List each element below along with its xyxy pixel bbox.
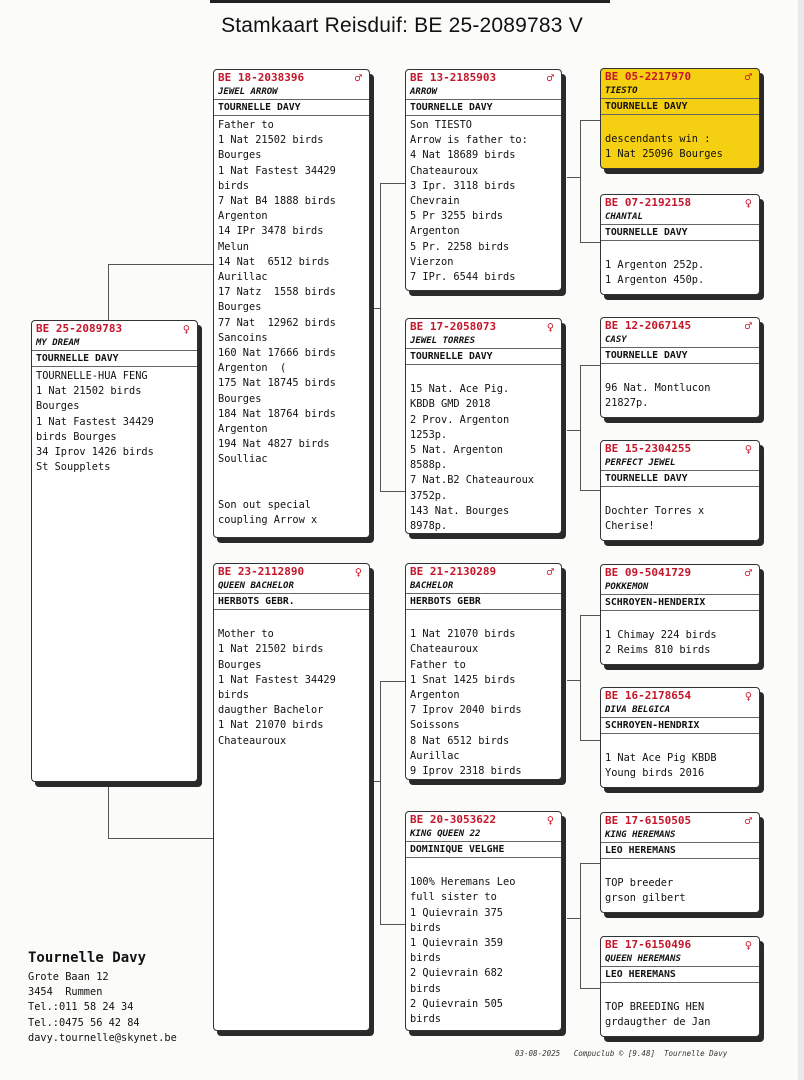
connector bbox=[108, 264, 214, 265]
connector bbox=[380, 681, 405, 682]
pigeon-name: DIVA BELGICA bbox=[601, 704, 759, 718]
female-icon: ♀ bbox=[354, 565, 362, 579]
pigeon-notes: TOURNELLE-HUA FENG 1 Nat 21502 birds Bourges 1 Nat Fastest 34429 birds Bourges 34 Iprov 1426 birds St Soupplets bbox=[36, 370, 154, 474]
female-icon: ♀ bbox=[744, 196, 752, 210]
pigeon-notes: Father to 1 Nat 21502 birds Bourges 1 Nat Fastest 34429 birds 7 Nat B4 1888 birds Argenton 14 IPr 3478 birds Melun 14 Nat 6512 birds Aurillac 17 Natz 1558 birds Bourges 77 Nat 12962 birds Sancoins 160 Nat 17666 birds Argenton ( 175 Nat 18745 birds Bourges 184 Nat 18764 birds Argenton 194 Nat 4827 birds Soulliac Son out special coupling Arrow x bbox=[218, 119, 336, 527]
pedigree-card-great-grandmother-2 bbox=[600, 440, 760, 541]
connector bbox=[380, 183, 405, 184]
pigeon-name: JEWEL TORRES bbox=[406, 335, 561, 349]
pigeon-name: QUEEN HEREMANS bbox=[601, 953, 759, 967]
pigeon-name: ARROW bbox=[406, 86, 561, 100]
pigeon-name: POKKEMON bbox=[601, 581, 759, 595]
pedigree-card-great-grandfather-1 bbox=[600, 68, 760, 169]
connector bbox=[580, 365, 581, 490]
connector bbox=[380, 681, 381, 924]
pedigree-card-grandfather-paternal bbox=[405, 69, 562, 291]
connector bbox=[370, 308, 381, 309]
ring-number: BE 05-2217970 bbox=[605, 70, 692, 83]
ring-number: BE 16-2178654 bbox=[605, 689, 692, 702]
ring-number: BE 23-2112890 bbox=[218, 565, 305, 578]
connector bbox=[580, 863, 602, 864]
pedigree-card-grandfather-maternal bbox=[405, 563, 562, 780]
pigeon-name: KING QUEEN 22 bbox=[406, 828, 561, 842]
pigeon-name: KING HEREMANS bbox=[601, 829, 759, 843]
print-info: 03-08-2025 Compuclub © [9.48] Tournelle Davy bbox=[515, 1049, 728, 1058]
female-icon: ♀ bbox=[744, 938, 752, 952]
pedigree-card-great-grandmother-4 bbox=[600, 936, 760, 1037]
connector bbox=[380, 924, 405, 925]
pigeon-notes: 96 Nat. Montlucon 21827p. bbox=[605, 382, 711, 410]
pigeon-notes: 15 Nat. Ace Pig. KBDB GMD 2018 2 Prov. Argenton 1253p. 5 Nat. Argenton 8588p. 7 Nat.B2 Chateauroux 3752p. 143 Nat. Bourges 8978p. bbox=[410, 383, 534, 533]
pedigree-card-great-grandmother-1 bbox=[600, 194, 760, 295]
pedigree-card-subject bbox=[31, 320, 198, 782]
breeder-contact: Grote Baan 12 3454 Rummen Tel.:011 58 24 34 Tel.:0475 56 42 84 davy.tournelle@skynet.be bbox=[28, 971, 177, 1044]
pigeon-notes: 1 Nat Ace Pig KBDB Young birds 2016 bbox=[605, 752, 717, 780]
ring-number: BE 17-6150505 bbox=[605, 814, 692, 827]
page-edge bbox=[798, 0, 804, 1080]
connector bbox=[108, 782, 109, 838]
pedigree-card-great-grandfather-3 bbox=[600, 564, 760, 665]
ring-number: BE 20-3053622 bbox=[410, 813, 497, 826]
pigeon-name: JEWEL ARROW bbox=[214, 86, 369, 100]
pigeon-notes: TOP breeder grson gilbert bbox=[605, 877, 686, 905]
owner-name: TOURNELLE DAVY bbox=[32, 352, 197, 367]
owner-name: LEO HEREMANS bbox=[601, 968, 759, 983]
male-icon: ♂ bbox=[546, 71, 554, 85]
owner-name: SCHROYEN-HENDERIX bbox=[601, 596, 759, 611]
ring-number: BE 15-2304255 bbox=[605, 442, 692, 455]
pedigree-card-grandmother-paternal bbox=[405, 318, 562, 534]
connector bbox=[580, 242, 602, 243]
page-title: Stamkaart Reisduif: BE 25-2089783 V bbox=[221, 14, 583, 37]
male-icon: ♂ bbox=[546, 565, 554, 579]
owner-name: TOURNELLE DAVY bbox=[214, 101, 369, 116]
owner-name: DOMINIQUE VELGHE bbox=[406, 843, 561, 858]
connector bbox=[370, 781, 381, 782]
pigeon-name: BACHELOR bbox=[406, 580, 561, 594]
pedigree-card-great-grandfather-2 bbox=[600, 317, 760, 418]
ring-number: BE 09-5041729 bbox=[605, 566, 692, 579]
owner-name: TOURNELLE DAVY bbox=[601, 100, 759, 115]
male-icon: ♂ bbox=[354, 71, 362, 85]
pigeon-name: PERFECT JEWEL bbox=[601, 457, 759, 471]
male-icon: ♂ bbox=[744, 566, 752, 580]
owner-name: SCHROYEN-HENDRIX bbox=[601, 719, 759, 734]
pigeon-notes: 1 Chimay 224 birds 2 Reims 810 birds bbox=[605, 629, 717, 657]
connector bbox=[567, 430, 581, 431]
owner-name: TOURNELLE DAVY bbox=[601, 472, 759, 487]
female-icon: ♀ bbox=[744, 442, 752, 456]
pigeon-name: QUEEN BACHELOR bbox=[214, 580, 369, 594]
pigeon-notes: descendants win : 1 Nat 25096 Bourges bbox=[605, 133, 723, 161]
connector bbox=[380, 491, 405, 492]
owner-name: TOURNELLE DAVY bbox=[601, 226, 759, 241]
pedigree-card-great-grandfather-4 bbox=[600, 812, 760, 913]
connector bbox=[580, 490, 602, 491]
connector bbox=[580, 365, 602, 366]
owner-name: HERBOTS GEBR. bbox=[214, 595, 369, 610]
connector bbox=[580, 988, 602, 989]
pigeon-notes: 100% Heremans Leo full sister to 1 Quievrain 375 birds 1 Quievrain 359 birds 2 Quievrain 682 birds 2 Quievrain 505 birds bbox=[410, 876, 516, 1026]
ring-number: BE 13-2185903 bbox=[410, 71, 497, 84]
female-icon: ♀ bbox=[744, 689, 752, 703]
male-icon: ♂ bbox=[744, 814, 752, 828]
pigeon-name: MY DREAM bbox=[32, 337, 197, 351]
ring-number: BE 17-2058073 bbox=[410, 320, 497, 333]
owner-name: TOURNELLE DAVY bbox=[406, 101, 561, 116]
pigeon-name: TIESTO bbox=[601, 85, 759, 99]
connector bbox=[580, 863, 581, 988]
breeder-name: Tournelle Davy bbox=[28, 950, 147, 966]
ring-number: BE 17-6150496 bbox=[605, 938, 692, 951]
connector bbox=[108, 838, 214, 839]
ring-number: BE 25-2089783 bbox=[36, 322, 123, 335]
pigeon-name: CASY bbox=[601, 334, 759, 348]
owner-name: LEO HEREMANS bbox=[601, 844, 759, 859]
owner-name: TOURNELLE DAVY bbox=[406, 350, 561, 365]
pedigree-card-grandmother-maternal bbox=[405, 811, 562, 1031]
male-icon: ♂ bbox=[744, 319, 752, 333]
pedigree-card-father bbox=[213, 69, 370, 538]
ring-number: BE 21-2130289 bbox=[410, 565, 497, 578]
connector bbox=[580, 120, 602, 121]
ring-number: BE 12-2067145 bbox=[605, 319, 692, 332]
connector bbox=[580, 740, 602, 741]
pigeon-notes: Mother to 1 Nat 21502 birds Bourges 1 Nat Fastest 34429 birds daugther Bachelor 1 Nat 21070 birds Chateauroux bbox=[218, 628, 336, 747]
owner-name: TOURNELLE DAVY bbox=[601, 349, 759, 364]
connector bbox=[567, 918, 581, 919]
top-rule bbox=[210, 0, 610, 3]
connector bbox=[108, 264, 109, 324]
owner-name: HERBOTS GEBR bbox=[406, 595, 561, 610]
connector bbox=[567, 177, 581, 178]
male-icon: ♂ bbox=[744, 70, 752, 84]
ring-number: BE 07-2192158 bbox=[605, 196, 692, 209]
female-icon: ♀ bbox=[546, 320, 554, 334]
pedigree-card-great-grandmother-3 bbox=[600, 687, 760, 788]
connector bbox=[580, 615, 581, 740]
connector bbox=[567, 680, 581, 681]
female-icon: ♀ bbox=[182, 322, 190, 336]
pigeon-notes: Son TIESTO Arrow is father to: 4 Nat 18689 birds Chateauroux 3 Ipr. 3118 birds Chevrain 5 Pr 3255 birds Argenton 5 Pr. 2258 birds Vierzon 7 IPr. 6544 birds bbox=[410, 119, 528, 284]
pigeon-notes: TOP BREEDING HEN grdaugther de Jan bbox=[605, 1001, 711, 1029]
female-icon: ♀ bbox=[546, 813, 554, 827]
pigeon-name: CHANTAL bbox=[601, 211, 759, 225]
pigeon-notes: Dochter Torres x Cherise! bbox=[605, 505, 705, 533]
ring-number: BE 18-2038396 bbox=[218, 71, 305, 84]
connector bbox=[580, 120, 581, 242]
pigeon-notes: 1 Nat 21070 birds Chateauroux Father to 1 Snat 1425 birds Argenton 7 Iprov 2040 birds Soissons 8 Nat 6512 birds Aurillac 9 Iprov 2318 birds bbox=[410, 628, 522, 778]
connector bbox=[380, 183, 381, 491]
pigeon-notes: 1 Argenton 252p. 1 Argenton 450p. bbox=[605, 259, 705, 287]
connector bbox=[580, 615, 602, 616]
pedigree-card-mother bbox=[213, 563, 370, 1031]
